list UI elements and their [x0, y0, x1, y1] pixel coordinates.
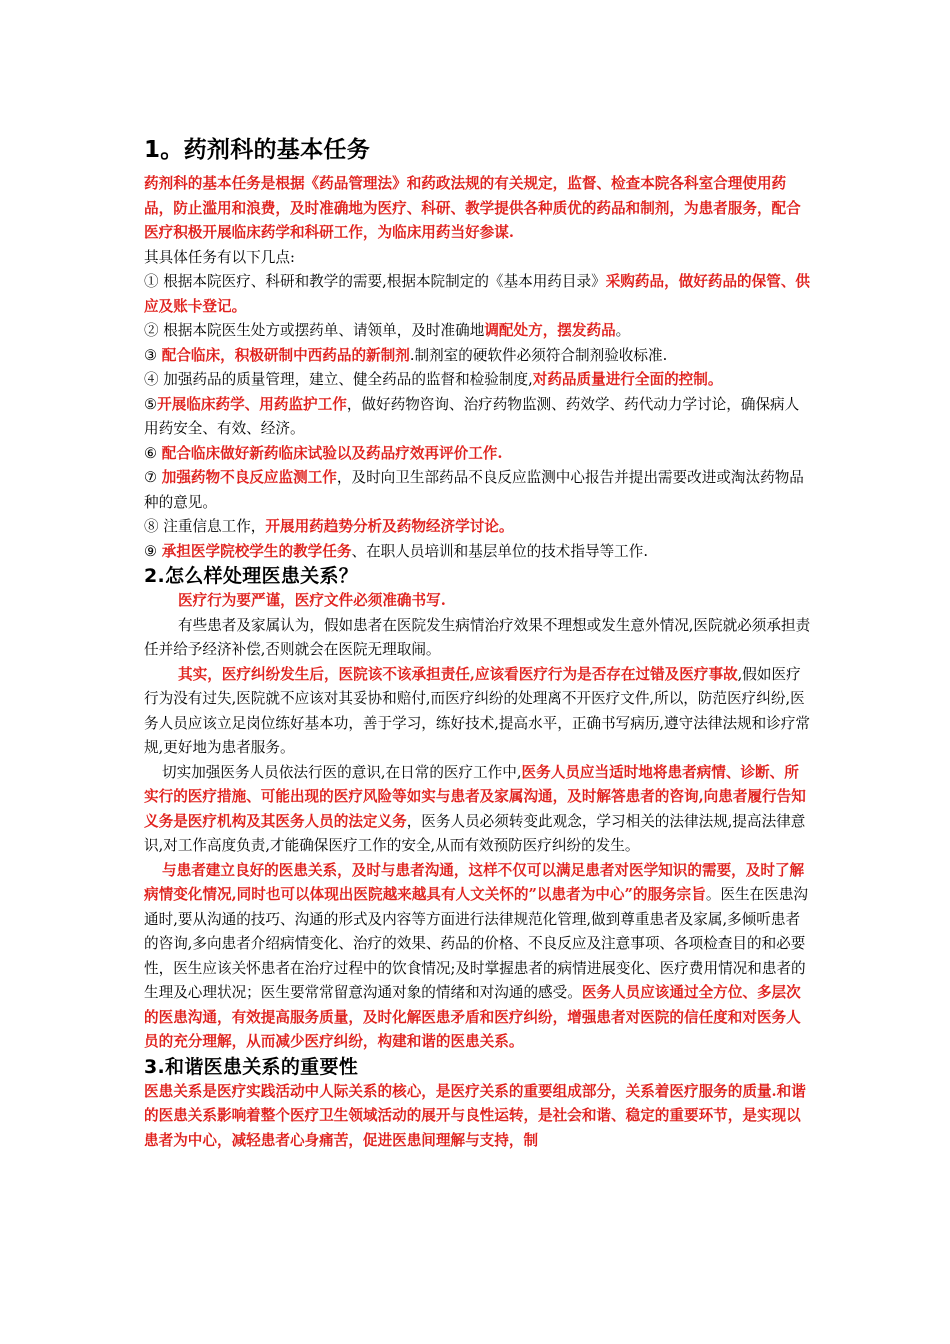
section-2-heading: 2.怎么样处理医患关系？ — [144, 565, 359, 587]
section-1-intro: 药剂科的基本任务是根据《药品管理法》和药政法规的有关规定，监督、检查本院各科室合理使用药品，防止滥用和浪费，及时准确地为医疗、科研、教学提供各种质优的药品和制剂，为患者服务，配合医疗积极开展临床药学和科研工作，为临床用药当好参谋. — [144, 175, 801, 241]
section-1-heading: 1。药剂科的基本任务 — [144, 137, 371, 163]
task-item: ② 根据本院医生处方或摆药单、请领单，及时准确地调配处方，摆发药品。 — [144, 322, 631, 339]
section-2-paragraph-4: 切实加强医务人员依法行医的意识,在日常的医疗工作中,医务人员应当适时地将患者病情、诊断、所实行的医疗措施、可能出现的医疗风险等如实与患者及家属沟通，及时解答患者的咨询,向患者履行告知义务是医疗机构及其医务人员的法定义务，医务人员必须转变此观念，学习相关的法律法规,提高法律意识,对工作高度负责,才能确保医疗工作的安全,从而有效预防医疗纠纷的发生。 — [144, 763, 806, 854]
section-3-heading: 3.和谐医患关系的重要性 — [144, 1055, 359, 1078]
task-item: ④ 加强药品的质量管理，建立、健全药品的监督和检验制度,对药品质量进行全面的控制。 — [144, 371, 723, 388]
task-item: ⑦ 加强药物不良反应监测工作，及时向卫生部药品不良反应监测中心报告并提出需要改进或淘汰药物品种的意见。 — [144, 469, 804, 511]
task-item: ⑨ 承担医学院校学生的教学任务、在职人员培训和基层单位的技术指导等工作. — [144, 542, 648, 560]
task-item: ⑧ 注重信息工作，开展用药趋势分析及药物经济学讨论。 — [144, 518, 514, 535]
task-item: ⑥ 配合临床做好新药临床试验以及药品疗效再评价工作. — [144, 444, 503, 462]
section-2-paragraph-5: 与患者建立良好的医患关系，及时与患者沟通，这样不仅可以满足患者对医学知识的需要，及时了解病情变化情况,同时也可以体现出医院越来越具有人文关怀的”以患者为中心”的服务宗旨。医生在医患沟通时,要从沟通的技巧、沟通的形式及内容等方面进行法律规范化管理,做到尊重患者及家属,多倾听患者的咨询,多向患者介绍病情变化、治疗的效果、药品的价格、不良反应及注意事项、各项检查目的和必要性，医生应该关怀患者在治疗过程中的饮食情况;及时掌握患者的病情进展变化、医疗费用情况和患者的生理及心理状况；医生要常常留意沟通对象的情绪和对沟通的感受。医务人员应该通过全方位、多层次的医患沟通，有效提高服务质量，及时化解医患矛盾和医疗纠纷，增强患者对医院的信任度和对医务人员的充分理解，从而减少医疗纠纷，构建和谐的医患关系。 — [144, 861, 809, 1050]
document-body — [144, 132, 812, 1153]
task-item: ① 根据本院医疗、科研和教学的需要,根据本院制定的《基本用药目录》采购药品，做好药品的保管、供应及账卡登记。 — [144, 273, 811, 315]
task-item: ⑤开展临床药学、用药监护工作，做好药物咨询、治疗药物监测、药效学、药代动力学讨论，确保病人用药安全、有效、经济。 — [144, 395, 800, 437]
section-3-paragraph-1: 医患关系是医疗实践活动中人际关系的核心，是医疗关系的重要组成部分，关系着医疗服务的质量.和谐的医患关系影响着整个医疗卫生领域活动的展开与良性运转，是社会和谐、稳定的重要环节，是实现以患者为中心，减轻患者心身痛苦，促进医患间理解与支持，制 — [144, 1082, 806, 1149]
task-item: ③ 配合临床，积极研制中西药品的新制剂.制剂室的硬软件必须符合制剂验收标准. — [144, 346, 668, 364]
section-2-paragraph-1: 医疗行为要严谨，医疗文件必须准确书写. — [178, 592, 446, 609]
section-2-paragraph-2: 有些患者及家属认为，假如患者在医院发生病情治疗效果不理想或发生意外情况,医院就必须承担责任并给予经济补偿,否则就会在医院无理取闹。 — [144, 616, 811, 658]
section-2-paragraph-3: 其实，医疗纠纷发生后，医院该不该承担责任,应该看医疗行为是否存在过错及医疗事故,假如医疗行为没有过失,医院就不应该对其妥协和赔付,而医疗纠纷的处理离不开医疗文件,所以，防范医疗纠纷,医务人员应该立足岗位练好基本功，善于学习，练好技术,提高水平，正确书写病历,遵守法律法规和诊疗常规,更好地为患者服务。 — [144, 665, 811, 756]
section-1-lead: 其具体任务有以下几点: — [144, 248, 295, 266]
